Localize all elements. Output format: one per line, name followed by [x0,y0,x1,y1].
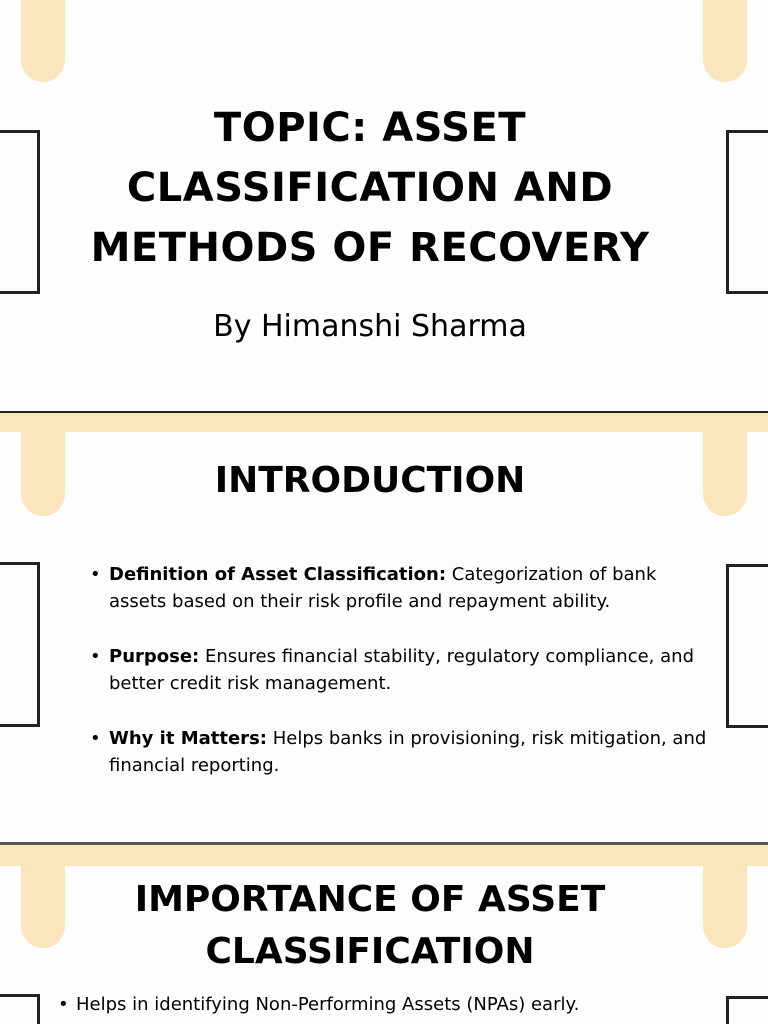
title-slide [0,0,768,413]
decorative-bracket-left [0,130,40,294]
decorative-bracket-right [726,564,768,728]
bullet-list [58,992,698,1018]
bullet-item [90,725,710,779]
slide-title: INTRODUCTION [214,460,526,501]
importance-slide [0,866,768,1024]
decorative-bracket-right [726,996,768,1024]
bullet-text: Helps banks in provisioning, risk mitigation, and financial reporting. [109,728,707,776]
slide-title: IMPORTANCE OF ASSET CLASSIFICATION [134,879,606,972]
bullet-item [90,643,710,697]
slide-subtitle: By Himanshi Sharma [213,309,527,344]
slide-title: TOPIC: ASSET CLASSIFICATION AND METHODS OF RECOVERY [90,105,650,271]
introduction-slide [0,432,768,845]
bullet-text: Categorization of bank assets based on their risk profile and repayment ability. [109,564,657,612]
decorative-bracket-left [0,562,40,727]
bullet-item [90,561,710,615]
decorative-pin-right [703,0,747,82]
decorative-pin-right [703,866,747,948]
bullet-term: Why it Matters: [109,728,267,749]
bullet-text: Ensures financial stability, regulatory compliance, and better credit risk management. [109,646,694,694]
decorative-pin-left [21,0,65,82]
decorative-pin-left [21,866,65,948]
decorative-bracket-right [726,130,768,294]
bullet-term: Definition of Asset Classification: [109,564,447,585]
bullet-list [90,561,710,807]
decorative-pin-right [703,432,747,516]
bullet-item [58,992,698,1018]
bullet-term: Purpose: [109,646,200,667]
bullet-text: Helps in identifying Non-Performing Assets (NPAs) early. [76,994,580,1015]
decorative-pin-left [21,432,65,516]
decorative-bracket-left [0,994,40,1024]
